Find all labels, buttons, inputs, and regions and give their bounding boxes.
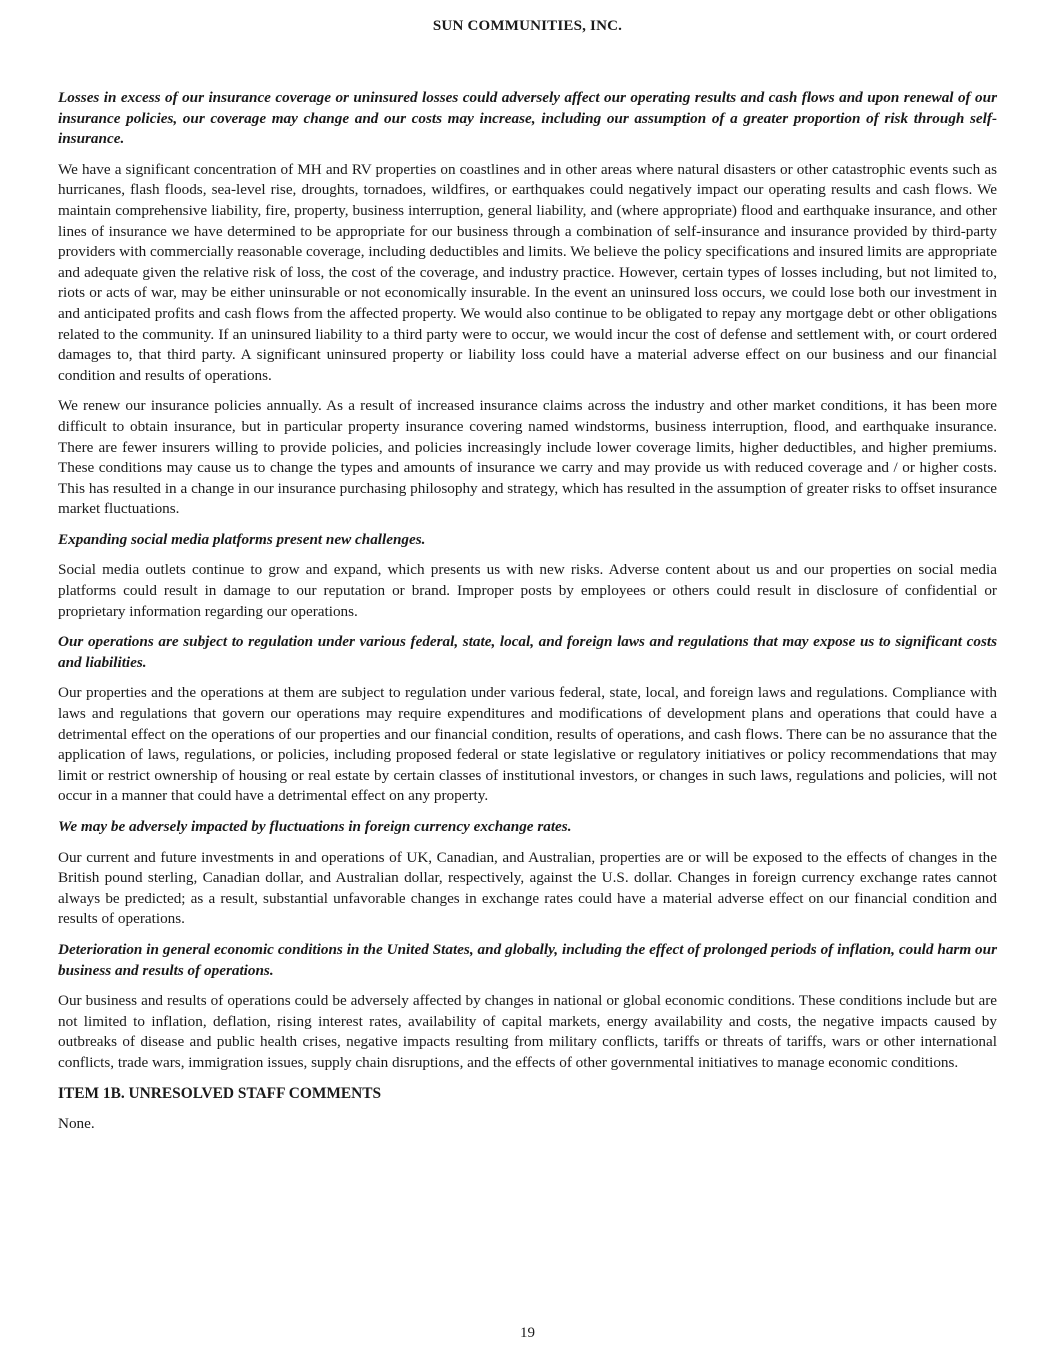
paragraph-social-media: Social media outlets continue to grow and expand, which presents us with new risks. Adverse content about us and our properties on social media platforms could result in damage to our reputation or brand. Improper posts by employees or others could result in disclosure of confidential or proprietary information regarding our operations. bbox=[58, 561, 997, 620]
paragraph-insurance-1: We have a significant concentration of MH and RV properties on coastlines and in other areas where natural disasters or other catastrophic events such as hurricanes, flash floods, sea-level rise, droughts, tornadoes, wildfires, or earthquakes could negatively impact our operating results and cash flows. We maintain comprehensive liability, fire, property, business interruption, general liability, and (where appropriate) flood and earthquake insurance, and other lines of insurance we have determined to be appropriate for our business through a combination of self-insurance and insurance provided by third-party providers with commercially reasonable coverage, including deductibles and limits. We believe the policy specifications and insured limits are appropriate and adequate given the relative risk of loss, the cost of the coverage, and industry practice. However, certain types of losses including, but not limited to, riots or acts of war, may be either uninsurable or not economically insurable. In the event an uninsured loss occurs, we could lose both our investment in and anticipated profits and cash flows from the affected property. We would also continue to be obligated to repay any mortgage debt or other obligations related to the community. If an uninsured liability to a third party were to occur, we would incur the cost of defense and settlement with, or court ordered damages to, that third party. A significant uninsured property or liability loss could have a material adverse effect on our business and our financial condition and results of operations. bbox=[58, 160, 997, 384]
page-number: 19 bbox=[520, 1325, 535, 1341]
section-heading-social-media: Expanding social media platforms present new challenges. bbox=[58, 530, 426, 548]
item-1b-body: None. bbox=[58, 1115, 95, 1133]
paragraph-economic: Our business and results of operations could be adversely affected by changes in national or global economic conditions. These conditions include but are not limited to inflation, deflation, rising interest rates, availability of capital markets, energy availability and costs, the negative impacts caused by outbreaks of disease and public health crises, negative impacts resulting from military conflicts, tariffs or threats of tariffs, wars or other international conflicts, trade wars, immigration issues, supply chain disruptions, and the effects of other governmental initiatives to manage economic conditions. bbox=[58, 992, 997, 1071]
paragraph-currency: Our current and future investments in and operations of UK, Canadian, and Australian, properties are or will be exposed to the effects of changes in the British pound sterling, Canadian dollar, and Australian dollar, respectively, against the U.S. dollar. Changes in foreign currency exchange rates cannot always be predicted; as a result, substantial unfavorable changes in exchange rates could have a material adverse effect on our financial condition and results of operations. bbox=[58, 848, 997, 928]
paragraph-insurance-2: We renew our insurance policies annually. As a result of increased insurance claims across the industry and other market conditions, it has been more difficult to obtain insurance, but in particular property insurance covering named windstorms, business interruption, flood, and earthquake insurance. There are fewer insurers willing to provide policies, and policies increasingly include lower coverage limits, higher deductibles, and higher premiums. These conditions may cause us to change the types and amounts of insurance we carry and may provide us with reduced coverage and / or higher costs. This has resulted in a change in our insurance purchasing philosophy and strategy, which has resulted in the assumption of greater risks to offset insurance market fluctuations. bbox=[58, 397, 997, 518]
item-1b-title: ITEM 1B. UNRESOLVED STAFF COMMENTS bbox=[58, 1084, 382, 1102]
section-heading-economic: Deterioration in general economic conditions in the United States, and globally, including the effect of prolonged periods of inflation, could harm our business and results of operations. bbox=[58, 940, 997, 979]
document-body bbox=[58, 88, 997, 1145]
section-heading-regulation: Our operations are subject to regulation under various federal, state, local, and foreign laws and regulations that may expose us to significant costs and liabilities. bbox=[58, 633, 997, 671]
section-heading-insurance: Losses in excess of our insurance coverage or uninsured losses could adversely affect our operating results and cash flows and upon renewal of our insurance policies, our coverage may change and our costs may increase, including our assumption of a greater proportion of risk through self-insurance. bbox=[58, 89, 997, 148]
section-heading-currency: We may be adversely impacted by fluctuations in foreign currency exchange rates. bbox=[58, 818, 572, 835]
paragraph-regulation: Our properties and the operations at them are subject to regulation under various federal, state, local, and foreign laws and regulations. Compliance with laws and regulations that govern our operations may require expenditures and modifications of development plans and operations that could have a detrimental effect on the operations of our properties and our financial condition, results of operations, and cash flows. There can be no assurance that the application of laws, regulations, or policies, including proposed federal or state legislative or regulatory initiatives or policy recommendations that may limit or restrict ownership of housing or real estate by certain classes of institutional investors, or changes in such laws, regulations and policies, will not occur in a manner that could have a detrimental effect on any property. bbox=[58, 684, 997, 805]
page-header: SUN COMMUNITIES, INC. bbox=[432, 18, 623, 34]
